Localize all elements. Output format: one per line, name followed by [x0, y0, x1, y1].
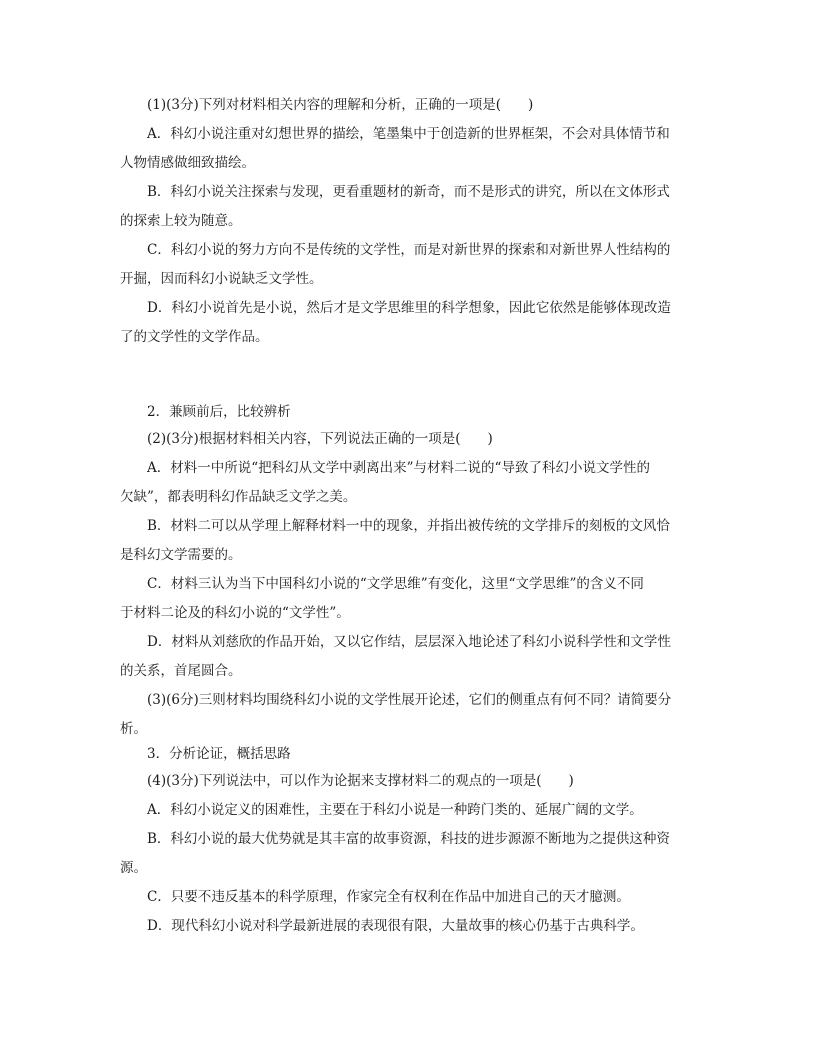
q4-option-a: A．科幻小说定义的困难性，主要在于科幻小说是一种跨门类的、延展广阔的文学。 — [147, 802, 643, 818]
q2-option-d: D．材料从刘慈欣的作品开始，又以它作结，层层深入地论述了科幻小说科学性和文学性 — [147, 634, 671, 650]
q2-option-a: A．材料一中所说“把科幻从文学中剥离出来”与材料二说的“导致了科幻小说文学性的 — [147, 460, 650, 476]
q1-option-c-cont: 开掘，因而科幻小说缺乏文学性。 — [120, 271, 323, 287]
q3-stem-cont: 析。 — [120, 721, 147, 737]
q2-option-d-cont: 的关系，首尾圆合。 — [120, 663, 242, 679]
q3-stem: (3)(6分)三则材料均围绕科幻小说的文学性展开论述，它们的侧重点有何不同？请简要分 — [147, 692, 672, 708]
q2-option-b: B．材料二可以从学理上解释材料一中的现象，并指出被传统的文学排斥的刻板的文风恰 — [147, 518, 670, 534]
q1-option-a-cont: 人物情感做细致描绘。 — [120, 155, 255, 171]
q2-option-c-cont: 于材料二论及的科幻小说的“文学性”。 — [120, 605, 350, 621]
q4-option-b: B．科幻小说的最大优势就是其丰富的故事资源，科技的进步源源不断地为之提供这种资 — [147, 831, 670, 847]
q1-option-b: B．科幻小说关注探索与发现，更看重题材的新奇，而不是形式的讲究，所以在文体形式 — [147, 184, 670, 200]
q2-option-c: C．材料三认为当下中国科幻小说的“文学思维”有变化，这里“文学思维”的含义不同 — [147, 576, 644, 592]
q1-option-d-cont: 了的文学性的文学作品。 — [120, 329, 269, 345]
q4-option-c: C．只要不违反基本的科学原理，作家完全有权利在作品中加进自己的天才臆测。 — [147, 889, 630, 905]
q2-option-b-cont: 是科幻文学需要的。 — [120, 547, 242, 563]
q1-option-b-cont: 的探索上较为随意。 — [120, 213, 242, 229]
section-3-heading: 3．分析论证，概括思路 — [147, 746, 291, 762]
q1-option-c: C．科幻小说的努力方向不是传统的文学性，而是对新世界的探索和对新世界人性结构的 — [147, 242, 671, 258]
q4-stem: (4)(3分)下列说法中，可以作为论据来支撑材料二的观点的一项是( ) — [147, 773, 574, 789]
q4-option-d: D．现代科幻小说对科学最新进展的表现很有限，大量故事的核心仍基于古典科学。 — [147, 918, 644, 934]
q1-stem: (1)(3分)下列对材料相关内容的理解和分析，正确的一项是( ) — [147, 97, 534, 113]
q2-option-a-cont: 欠缺”，都表明科幻作品缺乏文学之美。 — [120, 489, 357, 505]
section-2-heading: 2．兼顾前后，比较辨析 — [147, 404, 291, 420]
q1-option-d: D．科幻小说首先是小说，然后才是文学思维里的科学想象，因此它依然是能够体现改造 — [147, 300, 671, 316]
q2-stem: (2)(3分)根据材料相关内容，下列说法正确的一项是( ) — [147, 431, 493, 447]
q1-option-a: A．科幻小说注重对幻想世界的描绘，笔墨集中于创造新的世界框架，不会对具体情节和 — [147, 126, 670, 142]
q4-option-b-cont: 源。 — [120, 860, 147, 876]
